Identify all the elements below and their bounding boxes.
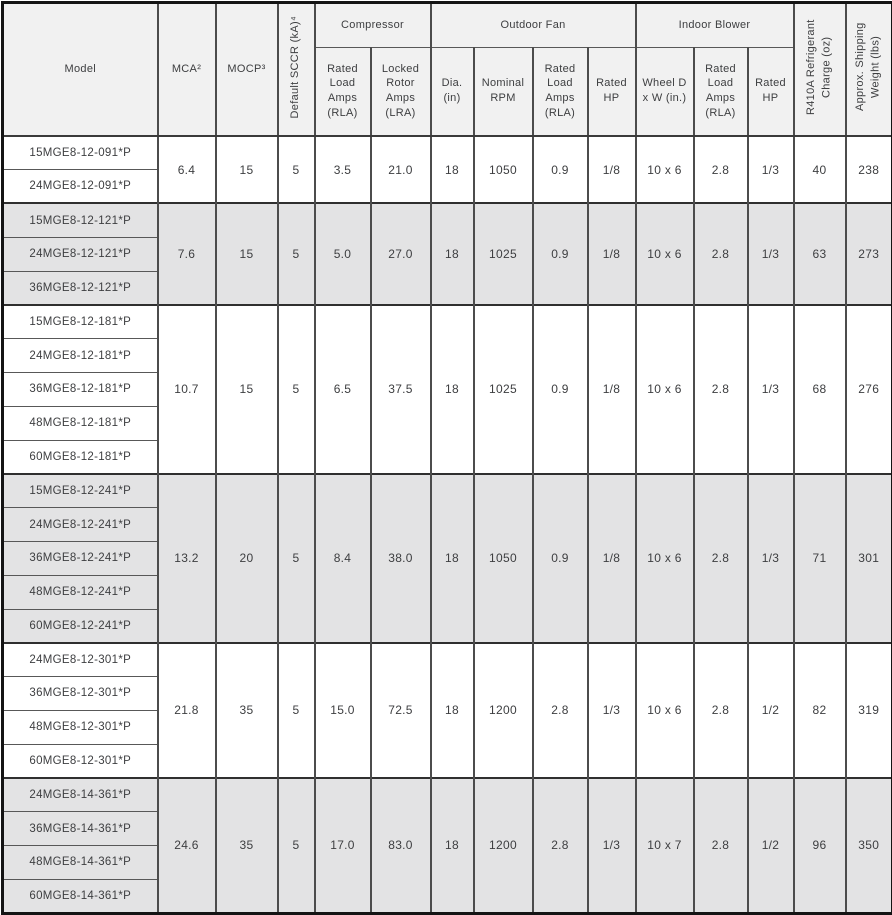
cell-fan-dia: 18 (431, 643, 474, 778)
column-header-shipping-weight: Approx. Shipping Weight (lbs) (846, 3, 892, 136)
column-header-fan-dia: Dia. (in) (431, 47, 474, 136)
cell-mca: 13.2 (158, 474, 216, 643)
cell-compressor-rla: 5.0 (315, 203, 371, 304)
cell-compressor-lra: 83.0 (371, 778, 431, 913)
cell-mocp: 20 (216, 474, 278, 643)
model-cell: 48MGE8-14-361*P (3, 846, 158, 880)
cell-fan-dia: 18 (431, 305, 474, 474)
cell-fan-rla: 0.9 (533, 474, 588, 643)
cell-fan-hp: 1/8 (588, 474, 636, 643)
cell-mocp: 15 (216, 305, 278, 474)
cell-refrigerant: 40 (794, 136, 846, 204)
cell-blower-rla: 2.8 (694, 474, 748, 643)
electrical-spec-table (1, 1, 892, 915)
table-row (3, 474, 892, 508)
cell-mca: 10.7 (158, 305, 216, 474)
table-row (3, 643, 892, 677)
model-cell: 36MGE8-12-121*P (3, 271, 158, 305)
cell-sccr: 5 (278, 203, 315, 304)
model-cell: 60MGE8-12-241*P (3, 609, 158, 643)
table-row (3, 136, 892, 170)
cell-compressor-rla: 3.5 (315, 136, 371, 204)
cell-mocp: 35 (216, 778, 278, 913)
column-header-blower-rla: Rated Load Amps (RLA) (694, 47, 748, 136)
cell-blower-wheel: 10 x 6 (636, 643, 694, 778)
cell-fan-rla: 0.9 (533, 136, 588, 204)
cell-compressor-lra: 21.0 (371, 136, 431, 204)
cell-refrigerant: 96 (794, 778, 846, 913)
cell-fan-rla: 2.8 (533, 778, 588, 913)
cell-mocp: 15 (216, 136, 278, 204)
model-cell: 24MGE8-12-241*P (3, 508, 158, 542)
cell-blower-hp: 1/3 (748, 474, 794, 643)
column-header-blower-wheel: Wheel D x W (in.) (636, 47, 694, 136)
cell-fan-rpm: 1050 (474, 474, 533, 643)
model-cell: 36MGE8-14-361*P (3, 812, 158, 846)
model-cell: 24MGE8-12-121*P (3, 237, 158, 271)
cell-weight: 319 (846, 643, 892, 778)
cell-compressor-lra: 37.5 (371, 305, 431, 474)
cell-sccr: 5 (278, 474, 315, 643)
cell-weight: 350 (846, 778, 892, 913)
column-header-mocp: MOCP³ (216, 3, 278, 136)
cell-fan-rla: 0.9 (533, 203, 588, 304)
cell-weight: 273 (846, 203, 892, 304)
cell-fan-hp: 1/8 (588, 305, 636, 474)
cell-weight: 276 (846, 305, 892, 474)
cell-blower-hp: 1/2 (748, 643, 794, 778)
column-header-fan-rpm: Nominal RPM (474, 47, 533, 136)
cell-fan-hp: 1/3 (588, 778, 636, 913)
cell-compressor-lra: 38.0 (371, 474, 431, 643)
cell-compressor-rla: 15.0 (315, 643, 371, 778)
cell-compressor-lra: 27.0 (371, 203, 431, 304)
table-row (3, 203, 892, 237)
column-header-fan-hp: Rated HP (588, 47, 636, 136)
cell-blower-wheel: 10 x 6 (636, 474, 694, 643)
cell-mocp: 35 (216, 643, 278, 778)
model-cell: 60MGE8-12-301*P (3, 744, 158, 778)
cell-sccr: 5 (278, 305, 315, 474)
cell-fan-dia: 18 (431, 136, 474, 204)
model-cell: 48MGE8-12-241*P (3, 575, 158, 609)
model-cell: 24MGE8-14-361*P (3, 778, 158, 812)
cell-fan-hp: 1/3 (588, 643, 636, 778)
cell-fan-dia: 18 (431, 203, 474, 304)
cell-blower-rla: 2.8 (694, 136, 748, 204)
cell-blower-wheel: 10 x 6 (636, 305, 694, 474)
cell-compressor-rla: 17.0 (315, 778, 371, 913)
model-cell: 24MGE8-12-301*P (3, 643, 158, 677)
column-group-outdoor-fan: Outdoor Fan (431, 3, 636, 48)
cell-mocp: 15 (216, 203, 278, 304)
model-cell: 15MGE8-12-181*P (3, 305, 158, 339)
cell-fan-rla: 0.9 (533, 305, 588, 474)
model-cell: 60MGE8-14-361*P (3, 879, 158, 913)
model-cell: 60MGE8-12-181*P (3, 440, 158, 474)
cell-fan-dia: 18 (431, 474, 474, 643)
cell-mca: 7.6 (158, 203, 216, 304)
model-cell: 24MGE8-12-091*P (3, 170, 158, 204)
cell-refrigerant: 82 (794, 643, 846, 778)
cell-fan-rpm: 1200 (474, 643, 533, 778)
cell-blower-rla: 2.8 (694, 778, 748, 913)
cell-refrigerant: 68 (794, 305, 846, 474)
model-cell: 36MGE8-12-301*P (3, 677, 158, 711)
column-group-compressor: Compressor (315, 3, 431, 48)
model-cell: 48MGE8-12-301*P (3, 710, 158, 744)
cell-blower-rla: 2.8 (694, 203, 748, 304)
cell-mca: 24.6 (158, 778, 216, 913)
cell-fan-rla: 2.8 (533, 643, 588, 778)
table-row (3, 778, 892, 812)
model-cell: 48MGE8-12-181*P (3, 406, 158, 440)
cell-compressor-lra: 72.5 (371, 643, 431, 778)
cell-fan-dia: 18 (431, 778, 474, 913)
cell-blower-hp: 1/3 (748, 136, 794, 204)
model-cell: 36MGE8-12-181*P (3, 372, 158, 406)
column-group-indoor-blower: Indoor Blower (636, 3, 794, 48)
model-cell: 15MGE8-12-241*P (3, 474, 158, 508)
cell-blower-wheel: 10 x 7 (636, 778, 694, 913)
cell-blower-rla: 2.8 (694, 643, 748, 778)
cell-weight: 301 (846, 474, 892, 643)
table-body (3, 136, 892, 913)
cell-blower-rla: 2.8 (694, 305, 748, 474)
cell-fan-hp: 1/8 (588, 203, 636, 304)
column-header-fan-rla: Rated Load Amps (RLA) (533, 47, 588, 136)
cell-sccr: 5 (278, 643, 315, 778)
cell-compressor-rla: 8.4 (315, 474, 371, 643)
model-cell: 24MGE8-12-181*P (3, 339, 158, 373)
column-header-blower-hp: Rated HP (748, 47, 794, 136)
column-header-refrigerant-charge: R410A Refrigerant Charge (oz) (794, 3, 846, 136)
cell-fan-rpm: 1025 (474, 305, 533, 474)
cell-refrigerant: 71 (794, 474, 846, 643)
model-cell: 15MGE8-12-091*P (3, 136, 158, 170)
cell-mca: 6.4 (158, 136, 216, 204)
cell-fan-rpm: 1025 (474, 203, 533, 304)
column-header-compressor-lra: Locked Rotor Amps (LRA) (371, 47, 431, 136)
model-cell: 36MGE8-12-241*P (3, 541, 158, 575)
cell-blower-wheel: 10 x 6 (636, 203, 694, 304)
model-cell: 15MGE8-12-121*P (3, 203, 158, 237)
cell-blower-hp: 1/3 (748, 305, 794, 474)
cell-weight: 238 (846, 136, 892, 204)
cell-compressor-rla: 6.5 (315, 305, 371, 474)
cell-fan-hp: 1/8 (588, 136, 636, 204)
cell-fan-rpm: 1200 (474, 778, 533, 913)
column-header-compressor-rla: Rated Load Amps (RLA) (315, 47, 371, 136)
column-header-model: Model (3, 3, 158, 136)
cell-refrigerant: 63 (794, 203, 846, 304)
cell-blower-hp: 1/2 (748, 778, 794, 913)
cell-sccr: 5 (278, 136, 315, 204)
cell-sccr: 5 (278, 778, 315, 913)
cell-blower-hp: 1/3 (748, 203, 794, 304)
column-header-sccr: Default SCCR (kA)⁴ (278, 3, 315, 136)
table-header (3, 3, 892, 136)
cell-mca: 21.8 (158, 643, 216, 778)
header-group-row (3, 3, 892, 48)
cell-blower-wheel: 10 x 6 (636, 136, 694, 204)
table-row (3, 305, 892, 339)
column-header-mca: MCA² (158, 3, 216, 136)
cell-fan-rpm: 1050 (474, 136, 533, 204)
